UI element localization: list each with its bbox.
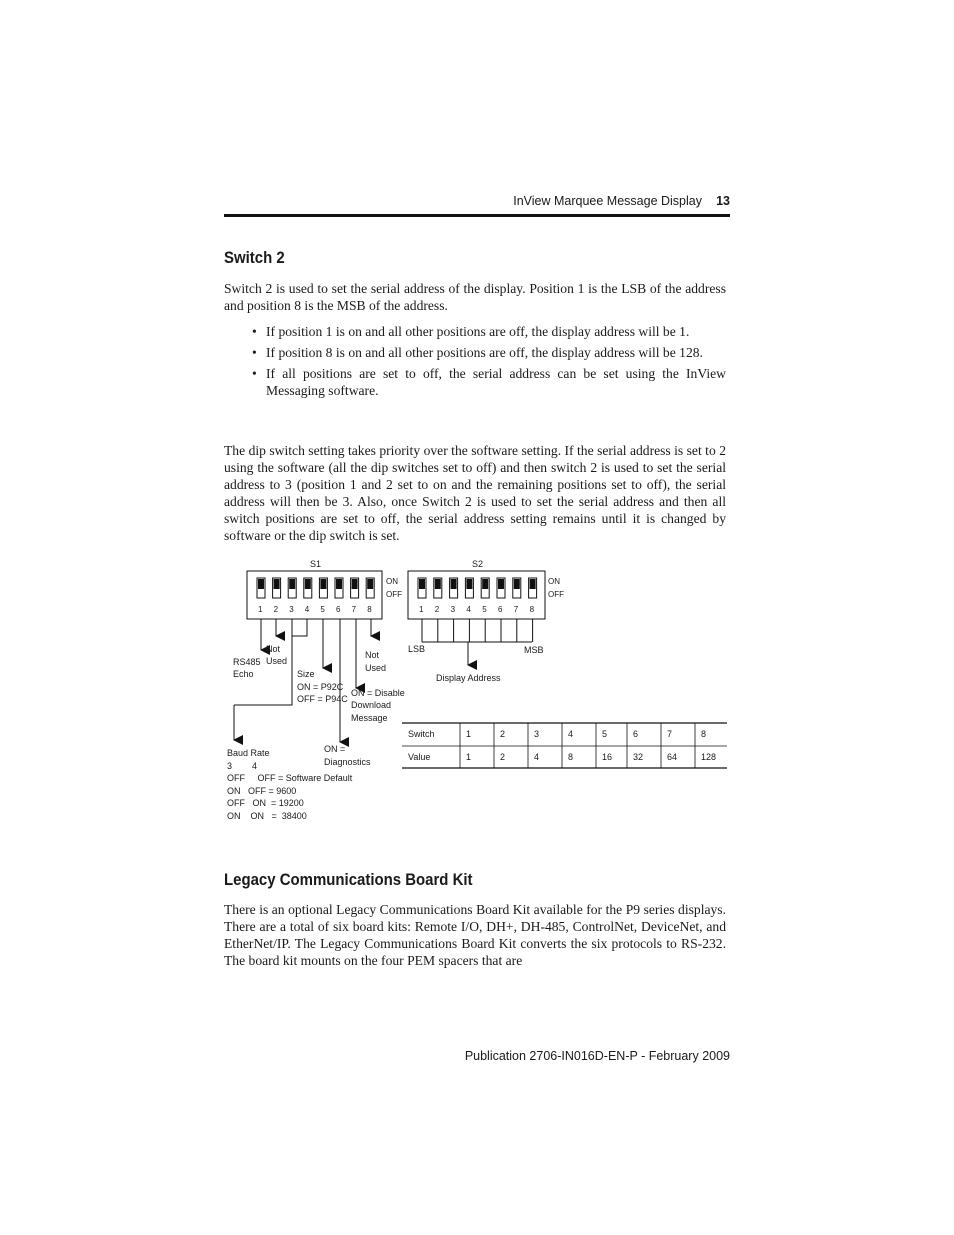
bullet-text: If position 8 is on and all other positions are off, the display address will be 128. xyxy=(266,345,703,360)
s1-position-number: 6 xyxy=(336,605,341,614)
s1-switch-knob xyxy=(258,579,264,589)
s2-address-bracket xyxy=(422,619,533,665)
s2-position-number: 4 xyxy=(466,605,471,614)
size-label: ON = P92C xyxy=(297,682,344,692)
s2-switch-knob xyxy=(482,579,488,589)
table-cell: 32 xyxy=(633,752,644,762)
table-cell: 6 xyxy=(633,729,639,739)
table-cell: 128 xyxy=(701,752,717,762)
s2-position-number: 7 xyxy=(513,605,519,614)
rs485-label: Echo xyxy=(233,669,254,679)
baud-label: 3 4 xyxy=(227,761,258,771)
s1-switch-knob xyxy=(289,579,295,589)
bullet-text: If position 1 is on and all other positions are off, the display address will be 1. xyxy=(266,324,690,339)
bullet-item: • If position 1 is on and all other positions are off, the display address will be 1. xyxy=(252,324,690,339)
s1-switch-knob xyxy=(352,579,358,589)
priority-paragraph: The dip switch setting takes priority over the software setting. If the serial address is set to 2 using the software (all the dip switches set to off) and then switch 2 is used to set the serial address to 3 (position 1 and 2 set to on and the remaining positions set to off), the serial address will then be 3. Also, once Switch 2 is used to set the serial address and then all switch positions are set to off, the serial address setting remains until it is changed by software or the dip switch is set. xyxy=(224,443,726,543)
s1-position-number: 8 xyxy=(367,605,372,614)
s1-label: S1 xyxy=(310,559,322,569)
notused-b-label: Used xyxy=(365,663,387,673)
table-cell: 2 xyxy=(500,752,506,762)
s2-switch-knob xyxy=(419,579,425,589)
msb-label: MSB xyxy=(524,645,544,655)
s1-switch-knob xyxy=(274,579,280,589)
table-cell: 8 xyxy=(568,752,574,762)
s1-position-number: 5 xyxy=(320,605,325,614)
display-address-label: Display Address xyxy=(436,673,501,683)
rs485-label: RS485 xyxy=(233,657,261,667)
section-heading-legacy-kit: Legacy Communications Board Kit xyxy=(224,870,473,889)
notused-b-label: Not xyxy=(365,650,380,660)
s1-position-number: 1 xyxy=(258,605,263,614)
table-cell: 8 xyxy=(701,729,707,739)
s2-switch-knob xyxy=(466,579,472,589)
bullet-text: If all positions are set to off, the serial address can be set using the InView Messaging software. xyxy=(266,366,726,398)
s1-switch-knob xyxy=(336,579,342,589)
page-number: 13 xyxy=(716,194,730,208)
notused-a-label: Used xyxy=(266,656,288,666)
s2-off-label: OFF xyxy=(548,590,564,599)
baud-label: OFF ON = 19200 xyxy=(227,798,304,808)
download-label: Download xyxy=(351,700,392,710)
diag-label: ON = xyxy=(324,744,346,754)
table-cell: 4 xyxy=(568,729,574,739)
s1-off-label: OFF xyxy=(386,590,402,599)
diag-label: Diagnostics xyxy=(324,757,371,767)
baud-label: Baud Rate xyxy=(227,748,270,758)
s1-position-number: 7 xyxy=(351,605,357,614)
download-label: ON = Disable xyxy=(351,688,405,698)
table-cell: 5 xyxy=(602,729,608,739)
table-cell: Value xyxy=(408,752,431,762)
s1-housing xyxy=(247,571,382,619)
s1-position-number: 2 xyxy=(273,605,279,614)
s2-position-number: 5 xyxy=(482,605,487,614)
legacy-paragraph: There is an optional Legacy Communications Board Kit available for the P9 series displays. There are a total of six board kits: Remote I/O, DH+, DH-485, ControlNet, DeviceNet, and EtherNet/IP. The Legacy Communications Board Kit converts the six protocols to RS-232. The board kit mounts on the four PEM spacers that are xyxy=(224,902,726,968)
size-label: Size xyxy=(297,669,315,679)
table-cell: 4 xyxy=(534,752,540,762)
s2-housing xyxy=(408,571,545,619)
notused-a-label: Not xyxy=(266,644,281,654)
s2-switch-knob xyxy=(514,579,520,589)
section-heading-switch-2: Switch 2 xyxy=(224,248,285,267)
download-label: Message xyxy=(351,713,388,723)
s1-switches xyxy=(257,578,374,614)
intro-paragraph: Switch 2 is used to set the serial address of the display. Position 1 is the LSB of the address and position 8 is the MSB of the address. xyxy=(224,281,726,313)
baud-bracket xyxy=(292,619,307,636)
baud-label: ON OFF = 9600 xyxy=(227,786,297,796)
size-label: OFF = P94C xyxy=(297,694,348,704)
s1-switch-knob xyxy=(367,579,373,589)
s2-switch-knob xyxy=(435,579,441,589)
s2-switch-knob xyxy=(451,579,457,589)
publication-footer: Publication 2706-IN016D-EN-P - February 2009 xyxy=(464,1049,730,1063)
baud-label: ON ON = 38400 xyxy=(227,811,307,821)
table-cell: 2 xyxy=(500,729,506,739)
s2-position-number: 3 xyxy=(450,605,456,614)
address-value-table xyxy=(402,723,727,768)
s2-position-number: 8 xyxy=(529,605,535,614)
s1-switch-knob xyxy=(320,579,326,589)
table-cell: 1 xyxy=(466,752,472,762)
s1-position-number: 3 xyxy=(289,605,294,614)
s2-label: S2 xyxy=(472,559,484,569)
s2-position-number: 2 xyxy=(434,605,440,614)
bullet-item: • If all positions are set to off, the serial address can be set using the InView Messaging software. xyxy=(252,366,726,398)
bullet-item: • If position 8 is on and all other positions are off, the display address will be 128. xyxy=(252,345,703,360)
table-cell: 7 xyxy=(667,729,673,739)
s2-position-number: 1 xyxy=(419,605,424,614)
baud-label: OFF OFF = Software Default xyxy=(227,773,353,783)
table-cell: 3 xyxy=(534,729,540,739)
lsb-label: LSB xyxy=(408,644,426,654)
s1-on-label: ON xyxy=(386,577,398,586)
table-cell: 1 xyxy=(466,729,472,739)
s2-switch-knob xyxy=(498,579,504,589)
header-title: InView Marquee Message Display xyxy=(513,194,702,208)
table-cell: 16 xyxy=(602,752,613,762)
s2-on-label: ON xyxy=(548,577,560,586)
table-cell: Switch xyxy=(408,729,435,739)
table-cell: 64 xyxy=(667,752,678,762)
s1-switch-knob xyxy=(305,579,311,589)
s1-position-number: 4 xyxy=(304,605,310,614)
s2-position-number: 6 xyxy=(498,605,503,614)
s2-switches xyxy=(418,578,537,614)
s2-switch-knob xyxy=(530,579,536,589)
